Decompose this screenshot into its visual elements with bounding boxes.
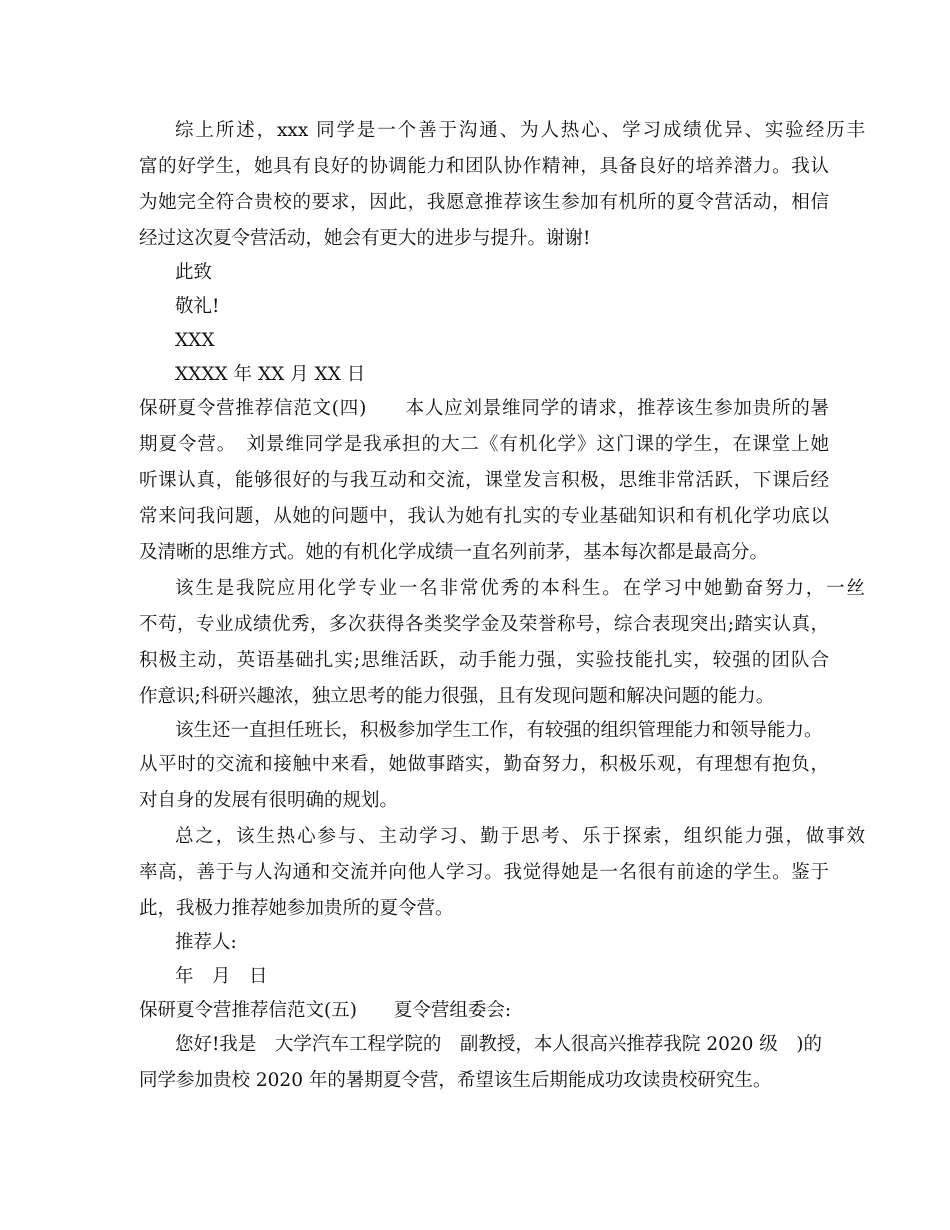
paragraph-line: 期夏令营。 刘景维同学是我承担的大二《有机化学》这门课的学生，在课堂上她 [139,434,829,455]
paragraph-line: 同学参加贵校 2020 年的暑期夏令营，希望该生后期能成功攻读贵校研究生。 [139,1070,772,1091]
signature-name: XXX [175,330,215,351]
paragraph-line: 经过这次夏令营活动，她会有更大的进步与提升。谢谢! [139,228,591,249]
paragraph-line: 率高，善于与人沟通和交流并向他人学习。我觉得她是一名很有前途的学生。鉴于 [139,862,829,883]
paragraph-line: 作意识;科研兴趣浓，独立思考的能力很强，且有发现问题和解决问题的能力。 [139,686,775,707]
section-heading-four: 保研夏令营推荐信范文(四) 本人应刘景维同学的请求，推荐该生参加贵所的暑 [139,398,829,419]
signature-date: XXXX 年 XX 月 XX 日 [175,364,366,385]
paragraph-line: 常来问我问题，从她的问题中，我认为她有扎实的专业基础知识和有机化学功底以 [139,506,829,527]
paragraph-line: 对自身的发展有很明确的规划。 [139,790,399,811]
paragraph-line: 该生是我院应用化学专业一名非常优秀的本科生。在学习中她勤奋努力，一丝 [175,578,865,599]
recommender-label: 推荐人: [175,932,237,953]
paragraph-line: 听课认真，能够很好的与我互动和交流，课堂发言积极，思维非常活跃，下课后经 [139,470,829,491]
paragraph-line: 您好!我是 大学汽车工程学院的 副教授，本人很高兴推荐我院 2020 级 )的 [175,1034,822,1055]
paragraph-line: 不苟，专业成绩优秀，多次获得各类奖学金及荣誉称号，综合表现突出;踏实认真， [139,614,829,635]
section-heading-five: 保研夏令营推荐信范文(五) 夏令营组委会: [139,1000,512,1021]
paragraph-line: 综上所述，xxx 同学是一个善于沟通、为人热心、学习成绩优异、实验经历丰 [175,120,865,141]
paragraph-line: 从平时的交流和接触中来看，她做事踏实，勤奋努力，积极乐观，有理想有抱负， [139,754,829,775]
paragraph-line: 总之，该生热心参与、主动学习、勤于思考、乐于探索，组织能力强，做事效 [175,826,865,847]
paragraph-line: 及清晰的思维方式。她的有机化学成绩一直名列前茅，基本每次都是最高分。 [139,542,769,563]
paragraph-line: 此，我极力推荐她参加贵所的夏令营。 [139,898,454,919]
paragraph-line: 为她完全符合贵校的要求，因此，我愿意推荐该生参加有机所的夏令营活动，相信 [139,192,829,213]
date-placeholder: 年 月 日 [175,966,268,987]
closing-salutation: 此致 [175,262,213,283]
closing-regards: 敬礼! [175,296,220,317]
paragraph-line: 该生还一直担任班长，积极参加学生工作，有较强的组织管理能力和领导能力。 [175,720,823,741]
paragraph-line: 积极主动，英语基础扎实;思维活跃，动手能力强，实验技能扎实，较强的团队合 [139,650,829,671]
paragraph-line: 富的好学生，她具有良好的协调能力和团队协作精神，具备良好的培养潜力。我认 [139,156,829,177]
